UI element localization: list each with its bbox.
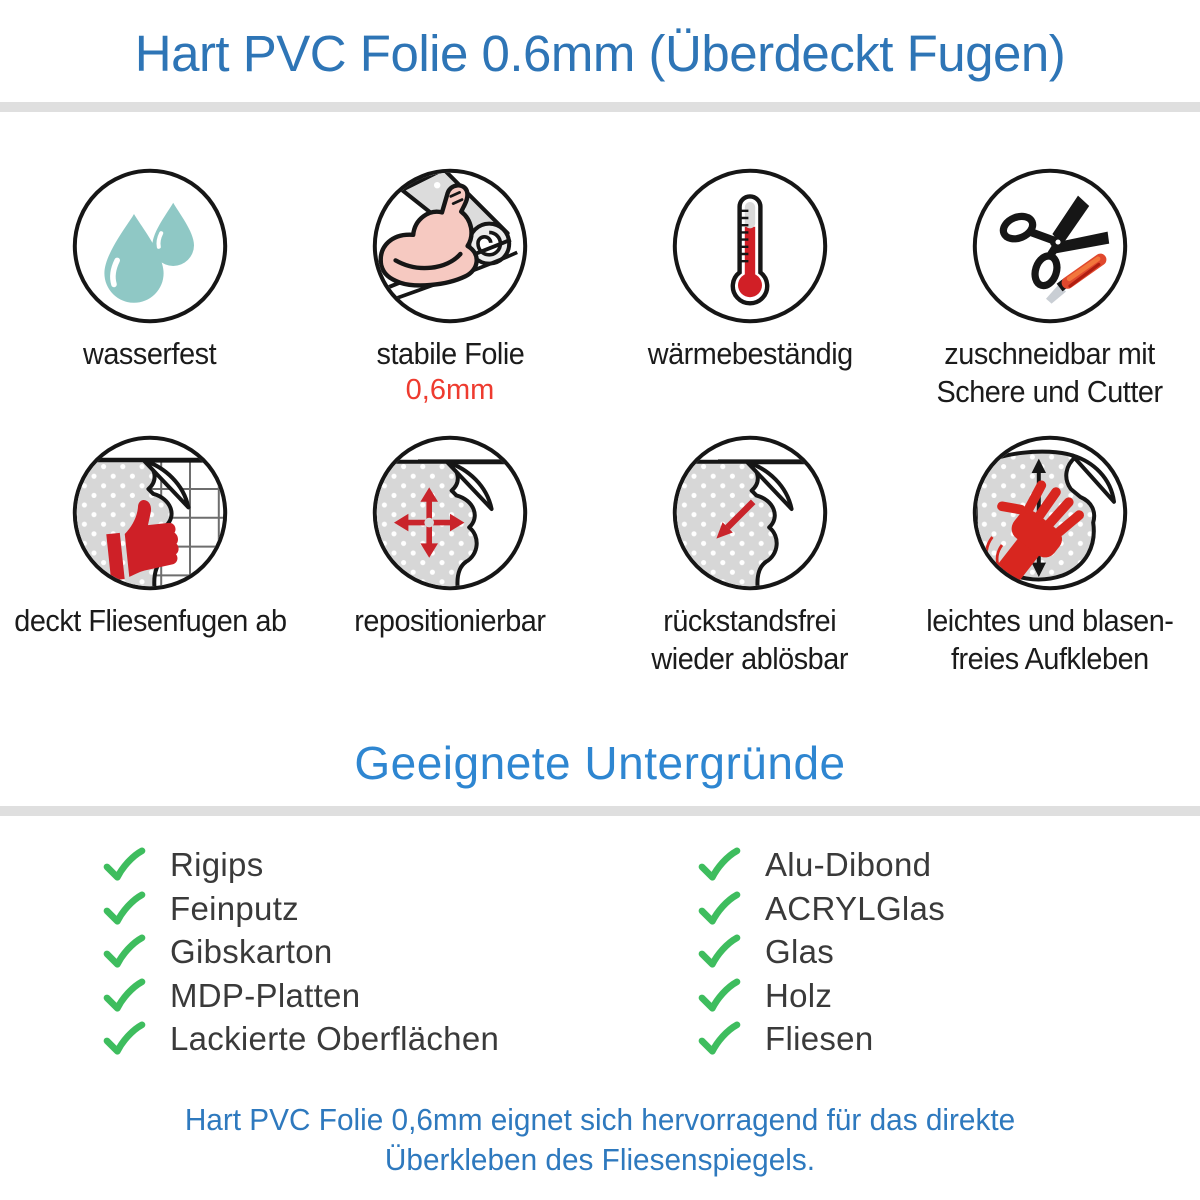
section-heading: Geeignete Untergründe — [354, 737, 846, 789]
feature-label: repositionierbar — [354, 603, 546, 638]
strong-arm-foil-roll-icon — [370, 166, 530, 326]
feature-label: deckt Fliesenfugen ab — [13, 603, 287, 638]
feature-stabile-folie — [300, 158, 600, 425]
substrate-item: Feinputz — [102, 892, 499, 926]
footer-line: Überkleben des Fliesenspiegels. — [384, 1142, 816, 1177]
substrate-item: MDP-Platten — [102, 979, 499, 1013]
feature-aufkleben — [900, 425, 1200, 692]
substrate-item: Fliesen — [697, 1022, 945, 1056]
page-title: Hart PVC Folie 0.6mm (Überdeckt Fugen) — [134, 25, 1066, 82]
check-icon — [697, 1021, 741, 1057]
thermometer-icon — [670, 166, 830, 326]
feature-label: leichtes und blasen- freies Aufkleben — [926, 603, 1174, 676]
feature-label: rückstandsfrei wieder ablösbar — [651, 603, 849, 676]
feature-grid — [0, 158, 1200, 692]
check-icon — [697, 934, 741, 970]
feature-sub-label: 0,6mm — [405, 374, 495, 406]
substrate-item: Gibskarton — [102, 935, 499, 969]
substrate-item: Holz — [697, 979, 945, 1013]
check-icon — [102, 934, 146, 970]
check-icon — [102, 1021, 146, 1057]
substrate-list-left — [102, 848, 499, 1066]
feature-label: stabile Folie — [376, 336, 524, 371]
peel-off-arrow-foil-icon — [670, 433, 830, 593]
scissors-and-cutter-icon — [970, 166, 1130, 326]
substrate-item: Alu-Dibond — [697, 848, 945, 882]
footer-note — [24, 1100, 1176, 1180]
feature-wasserfest — [0, 158, 300, 425]
feature-repositionierbar — [300, 425, 600, 692]
check-icon — [697, 978, 741, 1014]
feature-zuschneidbar — [900, 158, 1200, 425]
feature-fliesenfugen — [0, 425, 300, 692]
feature-waermebestaendig — [600, 158, 900, 425]
feature-label: wärmebeständig — [647, 336, 853, 371]
divider — [0, 806, 1200, 816]
feature-label: wasserfest — [83, 336, 217, 371]
thumbs-up-tile-foil-icon — [70, 433, 230, 593]
check-icon — [102, 847, 146, 883]
check-icon — [697, 891, 741, 927]
feature-rueckstandsfrei — [600, 425, 900, 692]
feature-label: zuschneidbar mit Schere und Cutter — [936, 336, 1164, 409]
hand-smoothing-foil-icon — [970, 433, 1130, 593]
divider — [0, 102, 1200, 112]
water-drops-icon — [70, 166, 230, 326]
substrate-item: Lackierte Oberflächen — [102, 1022, 499, 1056]
check-icon — [102, 978, 146, 1014]
move-arrows-foil-icon — [370, 433, 530, 593]
substrate-item: Rigips — [102, 848, 499, 882]
substrate-item: Glas — [697, 935, 945, 969]
substrate-item: ACRYLGlas — [697, 892, 945, 926]
check-icon — [697, 847, 741, 883]
substrate-list-right — [697, 848, 945, 1066]
footer-line: Hart PVC Folie 0,6mm eignet sich hervorragend für das direkte — [184, 1102, 1016, 1137]
check-icon — [102, 891, 146, 927]
